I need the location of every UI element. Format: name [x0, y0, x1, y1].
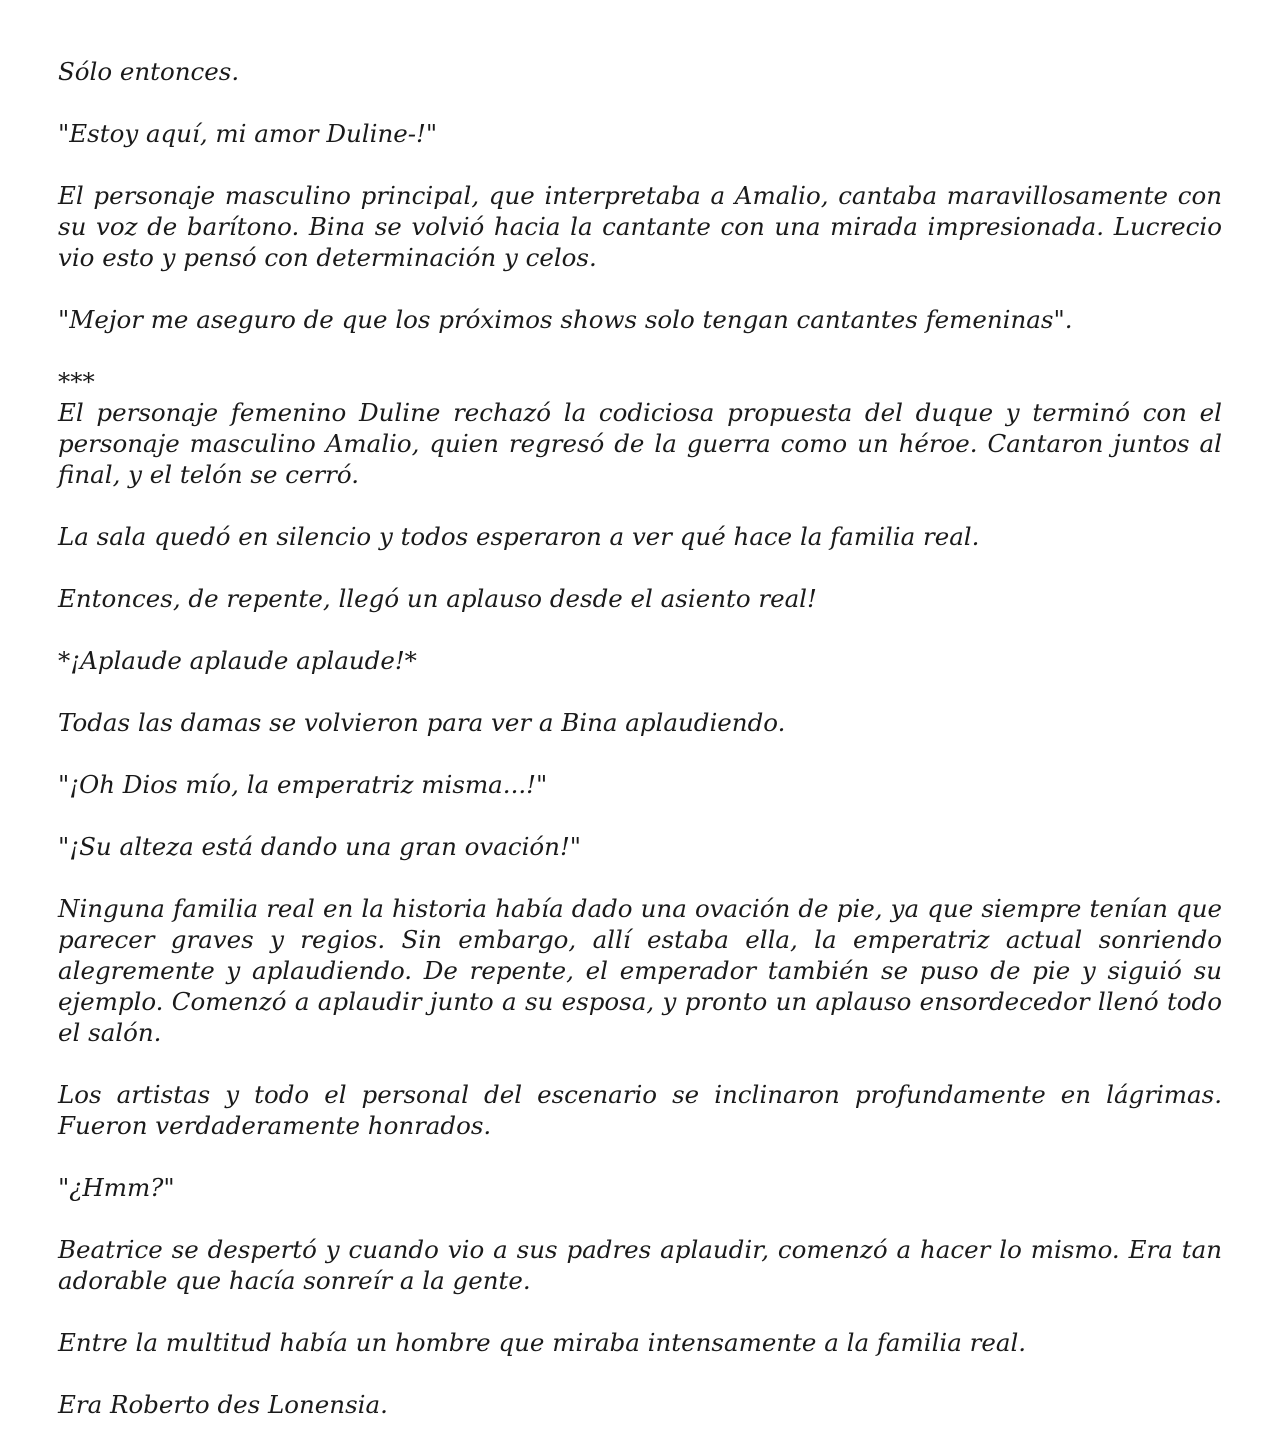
paragraph: El personaje masculino principal, que interpretaba a Amalio, cantaba maravillosamente con su voz de barítono. Bina se volvió hacia la cantante con una mirada impresionada. Lucrecio vio esto y pensó con determinación y celos. [58, 181, 1222, 272]
paragraph: "Mejor me aseguro de que los próximos shows solo tengan cantantes femeninas". [58, 305, 1073, 334]
paragraph: Los artistas y todo el personal del escenario se inclinaron profundamente en lágrimas. Fueron verdaderamente honrados. [58, 1080, 1222, 1140]
paragraph: Era Roberto des Lonensia. [58, 1390, 388, 1419]
paragraph: Entre la multitud había un hombre que miraba intensamente a la familia real. [58, 1328, 1027, 1357]
paragraph: Ninguna familia real en la historia había dado una ovación de pie, ya que siempre tenían que parecer graves y regios. Sin embargo, allí estaba ella, la emperatriz actual sonriendo alegremente y aplaudiendo. De repente, el emperador también se puso de pie y siguió su ejemplo. Comenzó a aplaudir junto a su esposa, y pronto un aplauso ensordecedor llenó todo el salón. [58, 894, 1222, 1047]
paragraph: *¡Aplaude aplaude aplaude!* [58, 646, 417, 675]
scene-break: *** [58, 367, 95, 396]
paragraph: "¿Hmm?" [58, 1173, 175, 1202]
paragraph: "Estoy aquí, mi amor Duline-!" [58, 119, 438, 148]
paragraph: La sala quedó en silencio y todos esperaron a ver qué hace la familia real. [58, 522, 980, 551]
paragraph: El personaje femenino Duline rechazó la codiciosa propuesta del duque y terminó con el personaje masculino Amalio, quien regresó de la guerra como un héroe. Cantaron juntos al final, y el telón se cerró. [58, 398, 1222, 489]
paragraph: "¡Su alteza está dando una gran ovación!" [58, 832, 582, 861]
paragraph: Todas las damas se volvieron para ver a Bina aplaudiendo. [58, 708, 786, 737]
paragraph: Sólo entonces. [58, 57, 240, 86]
paragraph: "¡Oh Dios mío, la emperatriz misma...!" [58, 770, 548, 799]
paragraph: Entonces, de repente, llegó un aplauso desde el asiento real! [58, 584, 817, 613]
paragraph: Beatrice se despertó y cuando vio a sus padres aplaudir, comenzó a hacer lo mismo. Era tan adorable que hacía sonreír a la gente. [58, 1235, 1222, 1295]
